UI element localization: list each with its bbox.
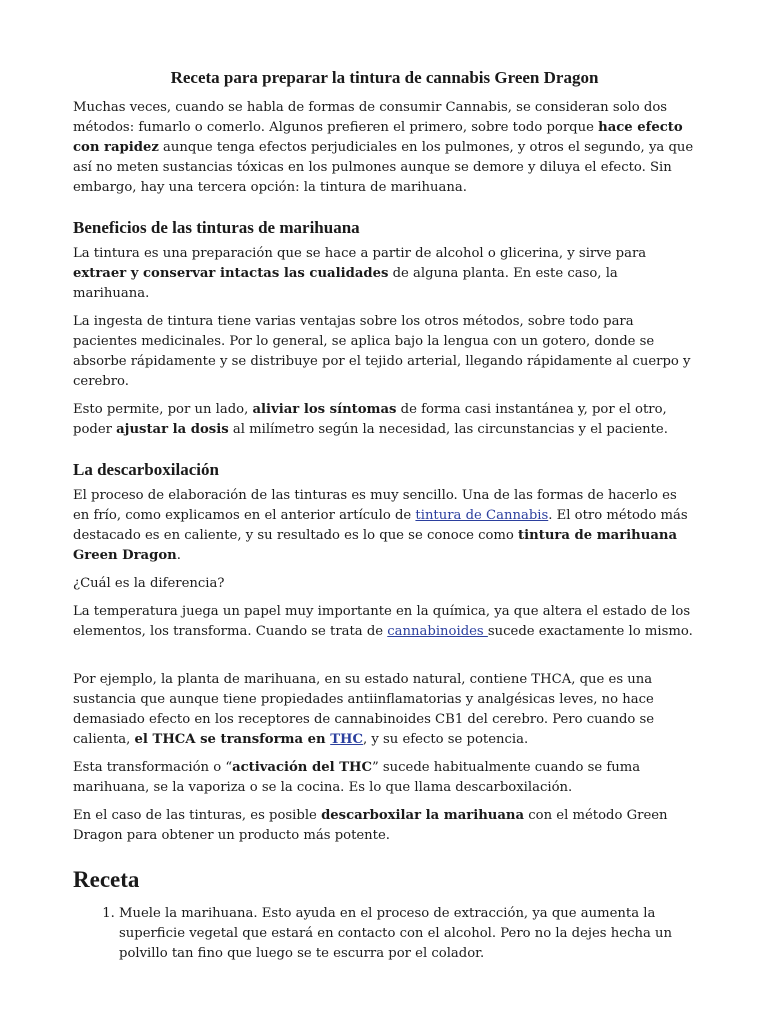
decarboxylation-heading: La descarboxilación: [73, 460, 219, 479]
benefits-paragraph-1: [73, 244, 696, 304]
decarb-p4-bold-text: el THCA se transforma en: [134, 732, 331, 747]
benefits-p3-text-2: de forma casi instantánea y, por el otro, poder: [73, 402, 667, 437]
benefits-p1-bold-1: extraer y conservar intactas las cualidades: [73, 266, 389, 281]
cannabinoides-link[interactable]: cannabinoides: [387, 624, 488, 639]
decarb-paragraph-4: [73, 670, 696, 750]
document-title-text: Receta para preparar la tintura de cannabis Green Dragon: [170, 68, 599, 87]
decarb-p5-bold-1: activación del THC: [232, 760, 372, 775]
decarb-paragraph-6: [73, 806, 696, 846]
benefits-heading: Beneficios de las tinturas de marihuana: [73, 218, 360, 237]
decarb-p4-text-1: Por ejemplo, la planta de marihuana, en su estado natural, contiene THCA, que es una sustancia que aunque tiene propiedades antiinflamatorias y analgésicas leves, no hace demasiado efecto en los receptores de cannabinoides CB1 del cerebro. Pero cuando se calienta,: [73, 672, 655, 747]
tintura-de-cannabis-link[interactable]: tintura de Cannabis: [415, 508, 549, 523]
blank-line: [73, 650, 696, 670]
decarb-p4-bold: [135, 732, 363, 747]
decarb-p1-text-3: .: [176, 548, 181, 563]
benefits-p3-text-1: Esto permite, por un lado,: [73, 402, 253, 417]
intro-text-2: aunque tenga efectos perjudiciales en los pulmones, y otros el segundo, ya que así no meten sustancias tóxicas en los pulmones aunque se demore y diluya el efecto. Sin embargo, hay una tercera opción: la tintura de marihuana.: [73, 140, 694, 195]
decarb-paragraph-3: [73, 602, 696, 642]
decarb-p1-text-2: . El otro método más destacado es en caliente, y su resultado es lo que se conoce como: [73, 508, 688, 543]
decarb-p5-text-1: Esta transformación o “: [73, 760, 233, 775]
decarb-p5-text-2: ” sucede habitualmente cuando se fuma marihuana, se la vaporiza o se la cocina. Es lo que llama descarboxilación.: [73, 760, 641, 795]
decarb-p6-text-2: con el método Green Dragon para obtener un producto más potente.: [73, 808, 668, 843]
benefits-p3-text-3: al milímetro según la necesidad, las circunstancias y el paciente.: [228, 422, 668, 437]
decarb-p6-bold-1: descarboxilar la marihuana: [321, 808, 525, 823]
decarb-p1-text-1: El proceso de elaboración de las tinturas es muy sencillo. Una de las formas de hacerlo es en frío, como explicamos en el anterior artículo de: [73, 488, 677, 523]
intro-text-1: Muchas veces, cuando se habla de formas de consumir Cannabis, se consideran solo dos métodos: fumarlo o comerlo. Algunos prefieren el primero, sobre todo porque: [73, 100, 668, 135]
decarb-paragraph-2: ¿Cuál es la diferencia?: [73, 576, 225, 591]
recipe-step: 1. Muele la marihuana. Esto ayuda en el proceso de extracción, ya que aumenta la superficie vegetal que estará en contacto con el alcohol. Pero no la dejes hecha un polvillo tan fino que luego se te escurra por el colador.: [119, 904, 696, 964]
decarb-p6-text-1: En el caso de las tinturas, es posible: [73, 808, 322, 823]
decarb-p4-text-2: , y su efecto se potencia.: [362, 732, 529, 747]
benefits-p3-bold-1: aliviar los síntomas: [252, 402, 397, 417]
decarb-paragraph-1: [73, 486, 696, 566]
benefits-paragraph-3: [73, 400, 696, 440]
intro-bold-1: hace efecto con rapidez: [73, 120, 683, 155]
benefits-p3-bold-2: ajustar la dosis: [116, 422, 229, 437]
intro-paragraph: [73, 98, 696, 198]
recipe-heading: Receta: [73, 867, 140, 892]
document-title: [73, 67, 696, 89]
recipe-steps-list: [73, 904, 696, 964]
decarb-paragraph-5: [73, 758, 696, 798]
decarb-p3-text-1: La temperatura juega un papel muy importante en la química, ya que altera el estado de los elementos, los transforma. Cuando se trata de: [73, 604, 691, 639]
benefits-p1-text-2: de alguna planta. En este caso, la marihuana.: [73, 266, 618, 301]
thc-link[interactable]: THC: [330, 732, 363, 747]
decarb-p1-bold-1: tintura de marihuana Green Dragon: [73, 528, 678, 563]
benefits-paragraph-2: La ingesta de tintura tiene varias ventajas sobre los otros métodos, sobre todo para pacientes medicinales. Por lo general, se aplica bajo la lengua con un gotero, donde se absorbe rápidamente y se distribuye por el tejido arterial, llegando rápidamente al cuerpo y cerebro.: [73, 314, 691, 389]
decarb-p3-text-2: sucede exactamente lo mismo.: [487, 624, 693, 639]
benefits-p1-text-1: La tintura es una preparación que se hace a partir de alcohol o glicerina, y sirve para: [73, 246, 647, 261]
